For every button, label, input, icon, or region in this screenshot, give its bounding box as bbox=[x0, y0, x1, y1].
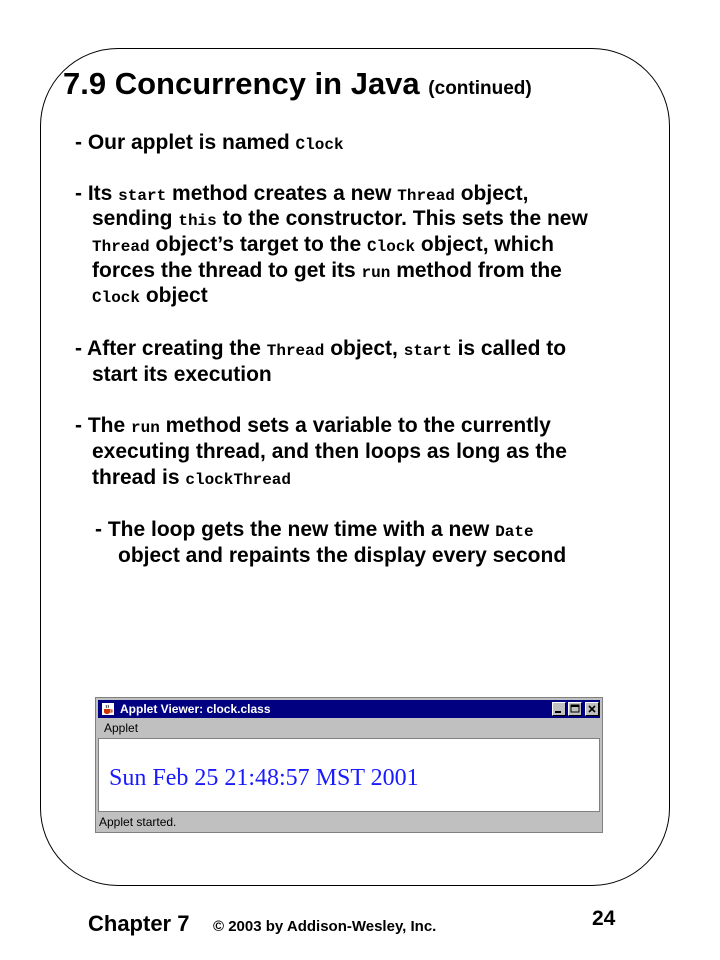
slide-title bbox=[63, 66, 532, 102]
text-line-13: object and repaints the display every second bbox=[118, 544, 567, 567]
title-main: 7.9 Concurrency in Java bbox=[63, 66, 420, 101]
minimize-icon[interactable] bbox=[552, 702, 566, 716]
title-suffix: (continued) bbox=[428, 78, 532, 99]
applet-content-area bbox=[98, 738, 600, 812]
applet-window-title: Applet Viewer: clock.class bbox=[120, 702, 271, 716]
page-number: 24 bbox=[592, 907, 616, 930]
footer-chapter: Chapter 7 bbox=[88, 911, 190, 936]
text-line-3: sending this to the constructor. This sets the new bbox=[92, 207, 588, 230]
maximize-icon[interactable] bbox=[568, 702, 582, 716]
text-line-7: - After creating the Thread object, start is called to bbox=[75, 337, 567, 360]
text-line-6: Clock object bbox=[92, 284, 208, 307]
close-icon[interactable] bbox=[585, 702, 599, 716]
text-line-11: thread is clockThread bbox=[92, 466, 291, 489]
text-line-5: forces the thread to get its run method from the bbox=[92, 259, 562, 282]
applet-menu-bar bbox=[98, 719, 600, 737]
footer-copyright: © 2003 by Addison-Wesley, Inc. bbox=[213, 918, 437, 935]
text-line-8: start its execution bbox=[92, 363, 272, 386]
text-line-2: - Its start method creates a new Thread object, bbox=[75, 182, 529, 205]
applet-viewer-window bbox=[95, 697, 603, 833]
text-line-9: - The run method sets a variable to the currently bbox=[75, 414, 551, 437]
clock-display: Sun Feb 25 21:48:57 MST 2001 bbox=[109, 765, 419, 791]
applet-status: Applet started. bbox=[99, 815, 177, 829]
text-line-12: - The loop gets the new time with a new Date bbox=[95, 518, 534, 541]
text-line-10: executing thread, and then loops as long as the bbox=[92, 440, 567, 463]
applet-title-bar[interactable] bbox=[98, 700, 600, 718]
text-line-1: - Our applet is named Clock bbox=[75, 131, 344, 154]
java-cup-icon bbox=[101, 702, 115, 716]
applet-menu[interactable]: Applet bbox=[104, 721, 139, 735]
text-line-4: Thread object’s target to the Clock object, which bbox=[92, 233, 554, 256]
